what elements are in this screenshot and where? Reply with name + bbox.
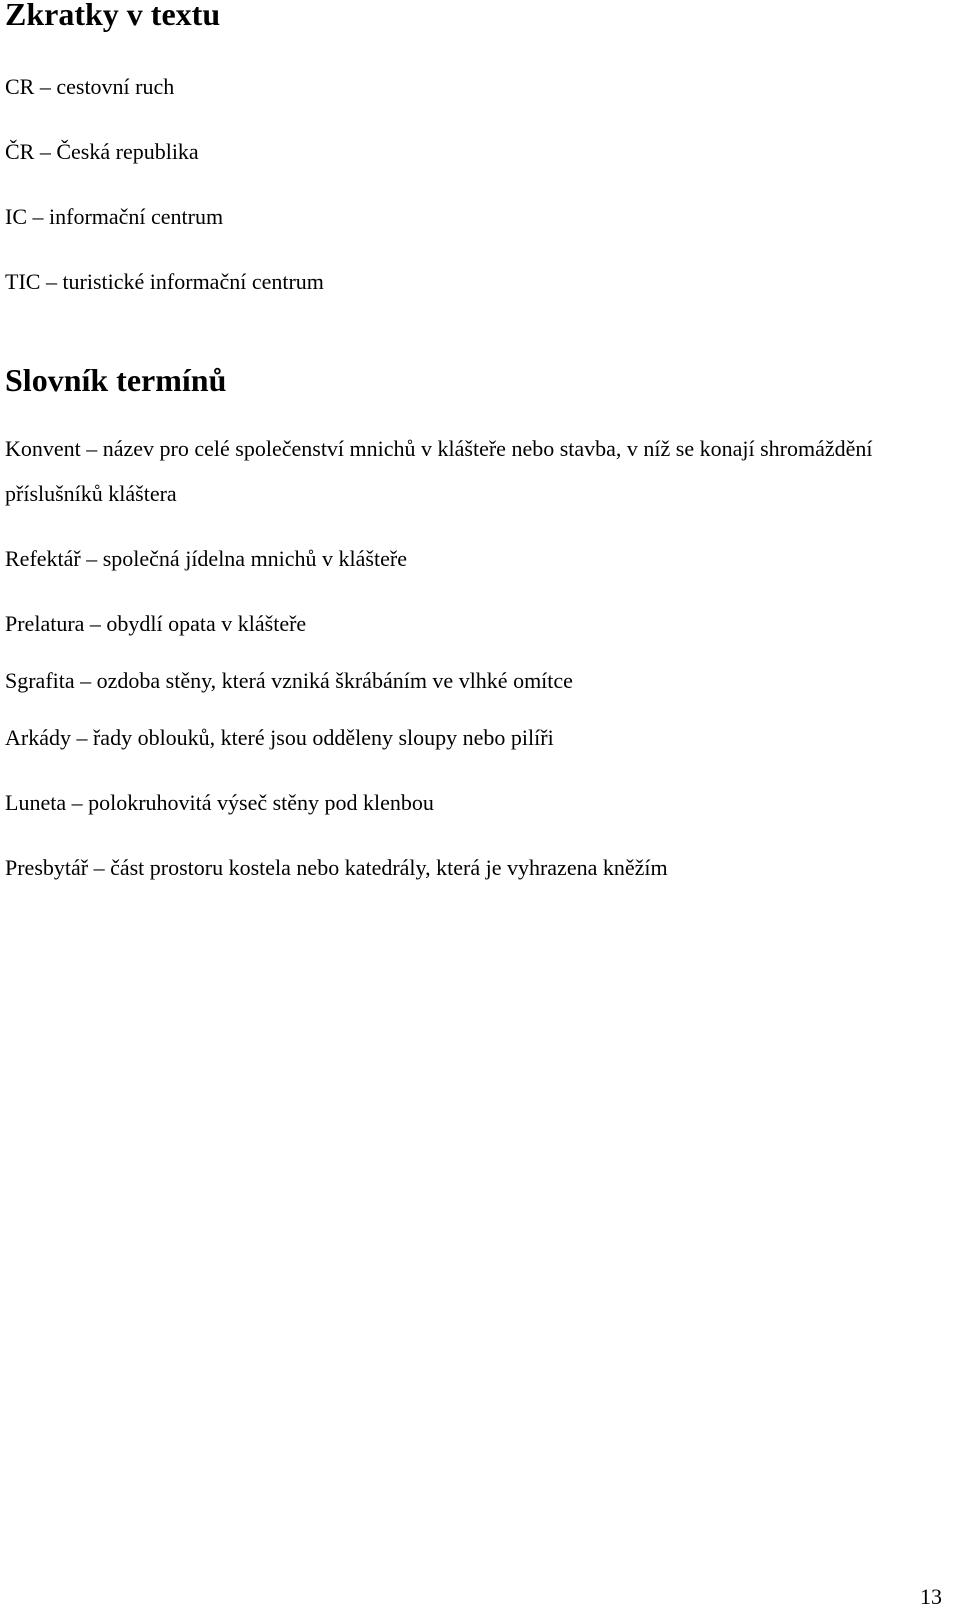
glossary-item: Presbytář – část prostoru kostela nebo katedrály, která je vyhrazena kněžím [5, 855, 668, 880]
page-number: 13 [920, 1584, 942, 1609]
glossary-item: Prelatura – obydlí opata v klášteře [5, 611, 307, 636]
abbreviation-item: IC – informační centrum [5, 204, 224, 229]
glossary-item: Konvent – název pro celé společenství mnichů v klášteře nebo stavba, v níž se konají shromáždění příslušníků kláštera [5, 436, 873, 506]
glossary-item: Sgrafita – ozdoba stěny, která vzniká škrábáním ve vlhké omítce [5, 668, 573, 693]
abbreviation-item: TIC – turistické informační centrum [5, 269, 324, 294]
glossary-item: Arkády – řady oblouků, které jsou odděleny sloupy nebo pilíři [5, 725, 554, 750]
abbreviation-item: ČR – Česká republika [5, 139, 199, 164]
glossary-item: Refektář – společná jídelna mnichů v klášteře [5, 546, 407, 571]
glossary-item: Luneta – polokruhovitá výseč stěny pod klenbou [5, 790, 434, 815]
abbreviations-heading: Zkratky v textu [5, 0, 221, 32]
glossary-heading: Slovník termínů [5, 362, 227, 398]
abbreviation-item: CR – cestovní ruch [5, 74, 175, 99]
